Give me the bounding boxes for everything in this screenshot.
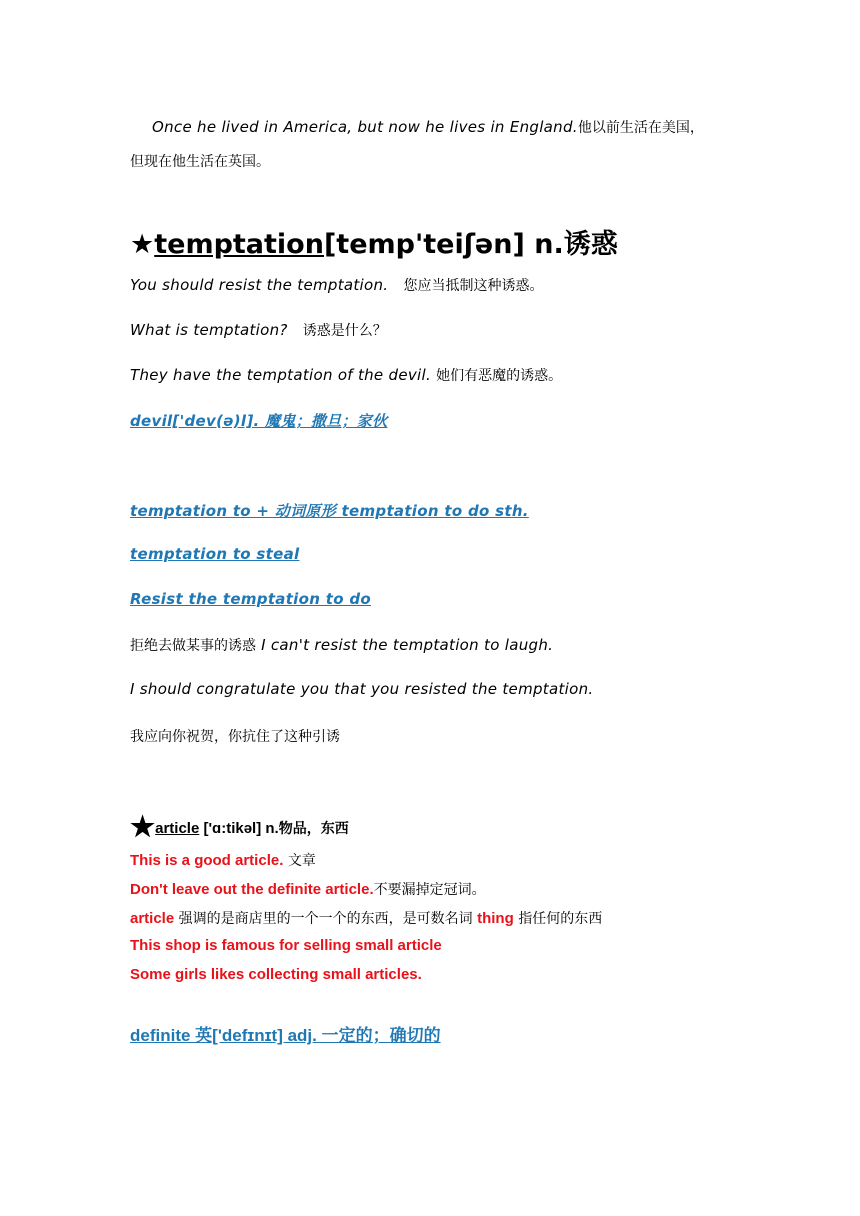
phonetic-article: ['ɑ:tikəl] n.: [199, 820, 279, 837]
article-example-2: Don't leave out the definite article.不要漏掉定冠词。: [130, 881, 486, 898]
devil-note-link[interactable]: devil['dev(ə)l]. 魔鬼；撒旦；家伙: [130, 412, 388, 430]
article-example-1: This is a good article. 文章: [130, 852, 316, 869]
example-2: What is temptation? 诱惑是什么？: [130, 321, 387, 339]
phonetic-temptation: [temp'teiʃən]: [323, 229, 525, 260]
usage-example: 拒绝去做某事的诱惑 I can't resist the temptation to laugh.: [130, 636, 554, 654]
definite-link[interactable]: definite 英['defɪnɪt] adj. 一定的；确切的: [130, 1026, 441, 1045]
intro-line-1: [152, 117, 704, 137]
temptation-heading: [130, 222, 618, 261]
congratulate-translation: 我应向你祝贺，你抗住了这种引诱: [130, 729, 340, 745]
headword-temptation: temptation: [154, 229, 324, 260]
example-1: You should resist the temptation. 您应当抵制这种诱惑。: [130, 276, 544, 294]
pos-temptation: n.: [534, 229, 564, 260]
congratulate-example: I should congratulate you that you resisted the temptation.: [130, 680, 594, 698]
usage-link-3[interactable]: Resist the temptation to do: [130, 590, 371, 608]
intro-line-2: 但现在他生活在英国。: [130, 154, 270, 170]
example-3: They have the temptation of the devil. 她们有恶魔的诱惑。: [130, 366, 563, 384]
star-icon: ★: [130, 811, 156, 842]
article-example-3: This shop is famous for selling small article: [130, 937, 442, 954]
article-example-4: Some girls likes collecting small articles.: [130, 966, 422, 983]
article-heading: [130, 810, 349, 843]
article-note: article 强调的是商店里的一个一个的东西，是可数名词 thing 指任何的东西: [130, 910, 603, 927]
intro-english: Once he lived in America, but now he lives in England.: [152, 118, 578, 136]
usage-link-2[interactable]: temptation to steal: [130, 545, 300, 563]
usage-link-1[interactable]: temptation to + 动词原形 temptation to do sth.: [130, 502, 529, 520]
headword-article: article: [155, 820, 200, 837]
star-icon: ★: [130, 229, 155, 260]
meaning-temptation: 诱惑: [563, 229, 618, 260]
meaning-article: 物品，东西: [278, 820, 349, 836]
intro-chinese: 他以前生活在美国，: [577, 120, 704, 136]
